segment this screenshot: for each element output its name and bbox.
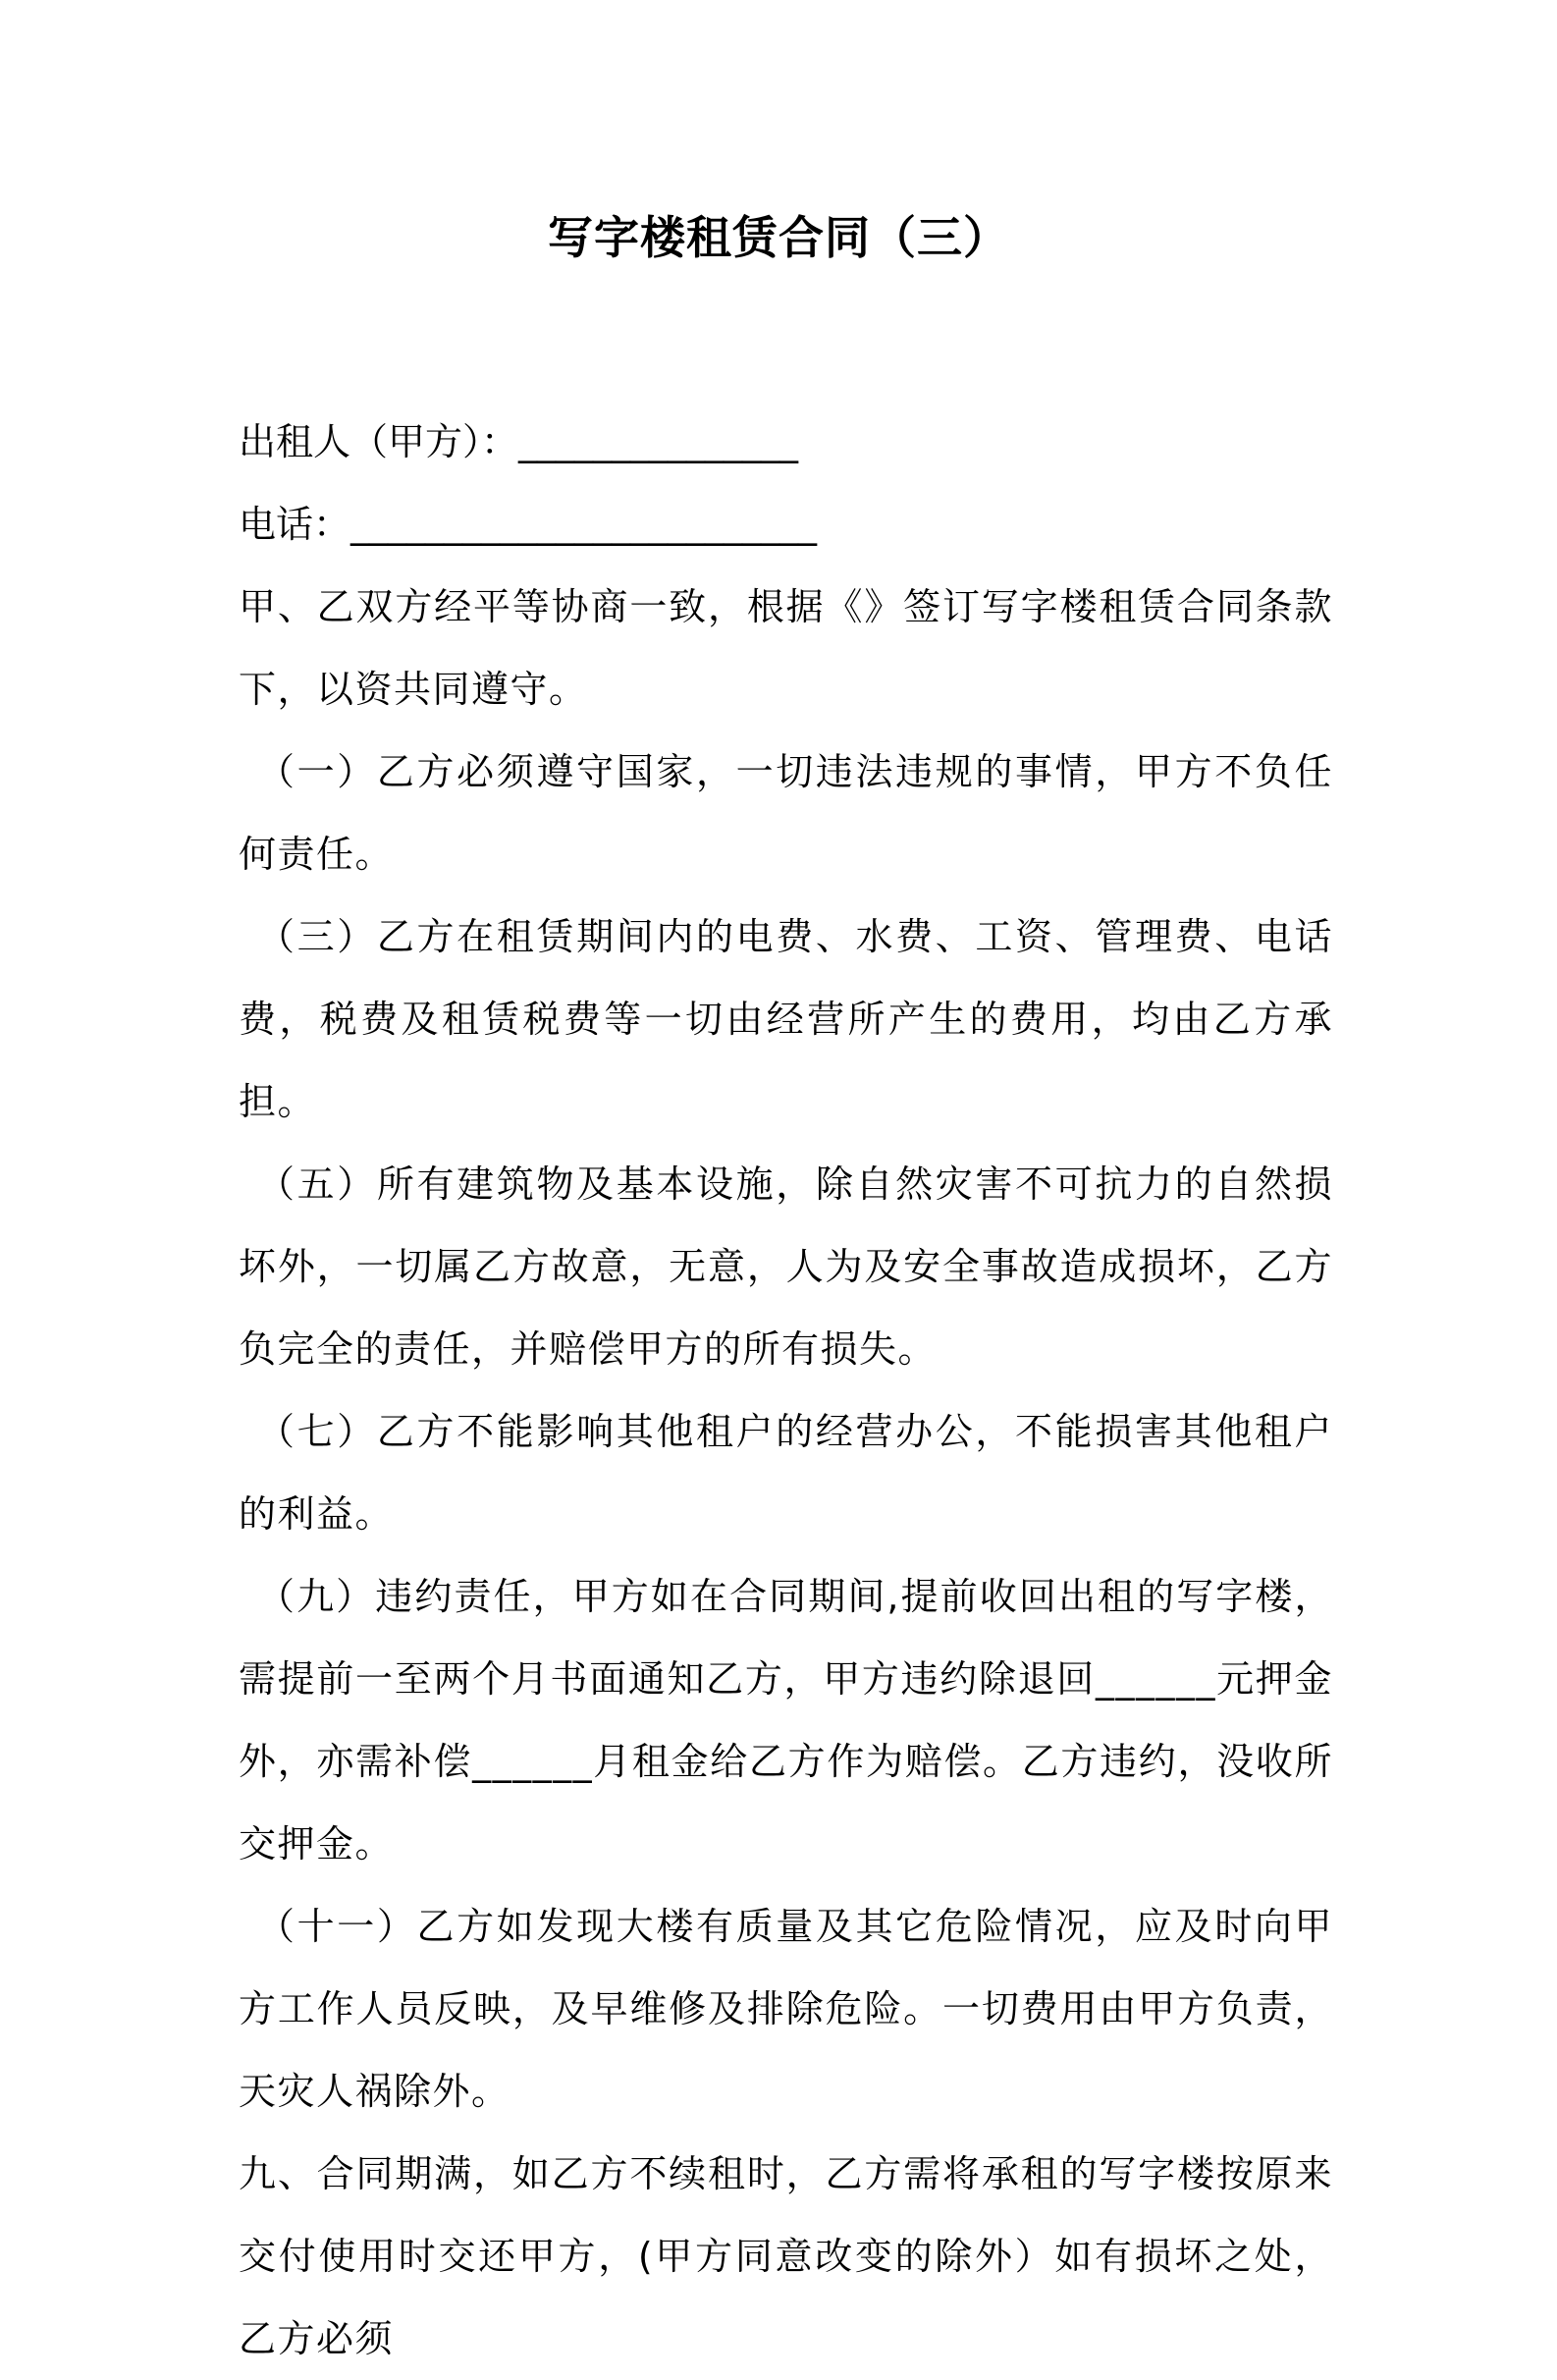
- clause-11-paragraph: （十一）乙方如发现大楼有质量及其它危险情况，应及时向甲方工作人员反映，及早维修及排除危险。一切费用由甲方负责，天灾人祸除外。: [239, 1905, 1333, 2113]
- clause-5-paragraph: （五）所有建筑物及基本设施，除自然灾害不可抗力的自然损坏外，一切属乙方故意，无意，人为及安全事故造成损坏，乙方负完全的责任，并赔偿甲方的所有损失。: [239, 1163, 1333, 1371]
- lessor-field: [239, 401, 1333, 483]
- lessor-label: 出租人（甲方）：: [239, 420, 519, 463]
- section-9-paragraph: 九、合同期满，如乙方不续租时，乙方需将承租的写字楼按原来交付使用时交还甲方，(甲方同意改变的除外）如有损坏之处，乙方必须: [239, 2152, 1333, 2360]
- document-body: [239, 401, 1333, 2380]
- phone-field: [239, 483, 1333, 566]
- lessor-blank: _______________: [518, 420, 799, 463]
- clause-1-paragraph: （一）乙方必须遵守国家，一切违法违规的事情，甲方不负任何责任。: [239, 750, 1333, 876]
- clause-7-paragraph: （七）乙方不能影响其他租户的经营办公，不能损害其他租户的利益。: [239, 1410, 1333, 1536]
- phone-label: 电话：: [239, 503, 351, 546]
- intro-paragraph: 甲、乙双方经平等协商一致，根据《》签订写字楼租赁合同条款下，以资共同遵守。: [239, 585, 1333, 711]
- clause-9-paragraph: （九）违约责任，甲方如在合同期间,提前收回出租的写字楼，需提前一至两个月书面通知乙方，甲方违约除退回______元押金外，亦需补偿______月租金给乙方作为赔偿。乙方违约，没收所交押金。: [239, 1575, 1333, 1866]
- clause-3-paragraph: （三）乙方在租赁期间内的电费、水费、工资、管理费、电话费，税费及租赁税费等一切由经营所产生的费用，均由乙方承担。: [239, 915, 1333, 1123]
- document-title: 写字楼租赁合同（三）: [548, 211, 1009, 264]
- phone-blank: _________________________: [350, 503, 818, 546]
